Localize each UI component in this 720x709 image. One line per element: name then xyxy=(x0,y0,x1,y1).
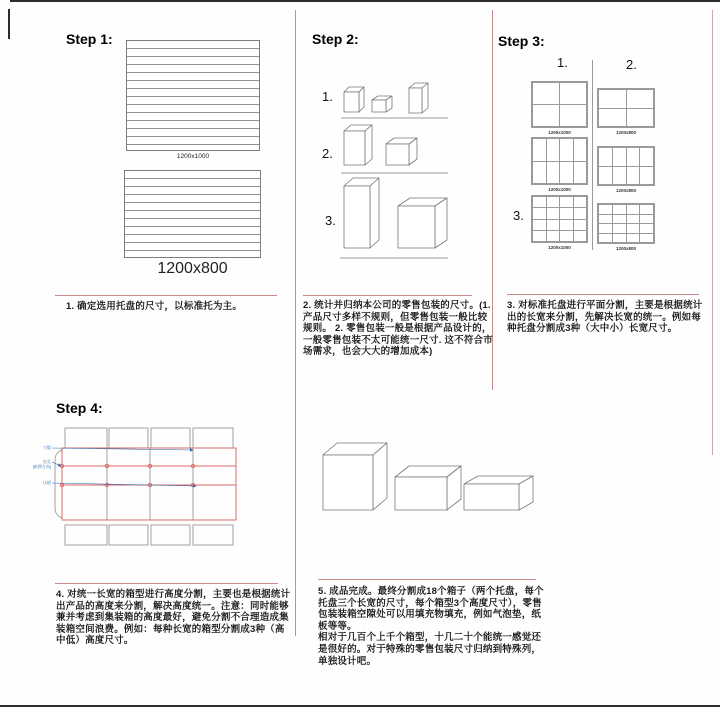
pallet-top-view-1200x1000 xyxy=(126,40,260,151)
pallet-top-view-1200x800 xyxy=(124,170,261,258)
step3-col2-number: 2. xyxy=(626,57,637,72)
step2-row1-number: 1. xyxy=(322,89,333,104)
dieline-annotations xyxy=(33,444,196,486)
pallet2-size-label: 1200x800 xyxy=(157,260,228,277)
bottom-border-line xyxy=(0,705,720,707)
pallet-split-grid-4x2-1200x800 xyxy=(597,146,655,186)
final-boxes-illustration xyxy=(300,430,545,520)
step5-caption-paragraph1: 5. 成品完成。最终分割成18个箱子（两个托盘，每个托盘三个长宽的尺寸，每个箱型3个高度尺寸），零售包装装箱空隙处可以用填充物填充，例如气泡垫，纸板等等。 xyxy=(318,586,544,632)
grid4-size-label: 1200x800 xyxy=(615,130,637,135)
step2-title: Step 2: xyxy=(312,31,359,47)
step4-caption-rule xyxy=(55,583,278,584)
pallet-split-grid-4x4-1200x1000 xyxy=(531,195,588,243)
top-border-line xyxy=(10,0,720,2)
step3-title: Step 3: xyxy=(498,33,545,49)
step4-caption: 4. 对统一长宽的箱型进行高度分割，主要也是根据统计出产品的高度来分割，解决高度统一。注意：同时能够兼并考虑到集装箱的高度最好，避免分割不合理造成集装箱空间浪费。例如：每种长宽的箱型分割成3种（高中低）高度尺寸。 xyxy=(56,589,291,647)
pallet-split-grid-4x4-1200x800 xyxy=(597,203,655,244)
step1-caption: 1. 确定选用托盘的尺寸，以标准托为主。 xyxy=(66,301,243,312)
pallet1-size-label: 1200x1000 xyxy=(176,153,210,160)
right-edge-line xyxy=(712,10,713,455)
annotation-arrow-2 xyxy=(52,462,61,466)
grid5-size-label: 1200x800 xyxy=(615,188,637,193)
pallet-split-grid-2x2-1200x1000 xyxy=(531,81,588,128)
grid2-size-label: 1200x1000 xyxy=(548,187,571,192)
step2-caption-rule xyxy=(303,295,472,296)
step3-col1-number: 1. xyxy=(557,55,568,70)
annotation-cut-line-label: 刀版 xyxy=(43,445,51,450)
step3-row3-number: 3. xyxy=(513,208,524,223)
step5-caption xyxy=(318,586,548,667)
step3-caption: 3. 对标准托盘进行平面分割，主要是根据统计出的长宽来分割，先解决长宽的统一。例如每种托盘分割成3种（大中小）长宽尺寸。 xyxy=(507,300,703,335)
step2-row2-number: 2. xyxy=(322,146,333,161)
box-small-cube xyxy=(372,96,392,112)
grid6-size-label: 1200x800 xyxy=(615,246,637,251)
step3-caption-rule xyxy=(507,294,699,295)
box-small-tall-2 xyxy=(409,83,428,113)
step1-caption-rule xyxy=(55,295,277,296)
carton-body xyxy=(55,448,236,520)
left-edge-tick xyxy=(8,9,10,39)
annotation-punch-sub-label: [纸楞方向] xyxy=(32,464,51,469)
step4-title: Step 4: xyxy=(56,400,103,416)
final-box-flat xyxy=(464,476,533,510)
annotation-arrow-3 xyxy=(52,483,196,486)
top-flaps xyxy=(65,428,233,448)
bottom-flaps xyxy=(65,525,233,545)
column-divider-1 xyxy=(295,10,296,636)
box-medium-cube xyxy=(386,138,417,165)
pallet-split-grid-4x2-1200x1000 xyxy=(531,137,588,185)
grid3-size-label: 1200x1000 xyxy=(548,245,571,250)
annotation-punch-label: 打孔 xyxy=(43,459,51,464)
carton-dieline-diagram xyxy=(30,420,290,570)
box-medium-tall xyxy=(344,125,372,165)
pallet-split-grid-2x2-1200x800 xyxy=(597,88,655,128)
step2-packages-illustration xyxy=(300,55,495,270)
final-box-medium xyxy=(395,466,461,510)
box-large-tall xyxy=(344,178,379,248)
step3-column-divider xyxy=(592,60,593,250)
step2-row3-number: 3. xyxy=(325,213,336,228)
step5-caption-paragraph2: 相对于几百个上千个箱型，十几二十个能统一感觉还是很好的。对于特殊的零售包装尺寸归纳到特殊列，单独设计吧。 xyxy=(318,632,542,667)
step2-caption: 2. 统计并归纳本公司的零售包装的尺寸。(1. 产品尺寸多样不规则，但零售包装一般比较规则。 2. 零售包装一般是根据产品设计的，一般零售包装不太可能统一尺寸. 这不符合市场需求，也会大大的增加成本) xyxy=(303,300,493,358)
annotation-crease-label: 压痕 xyxy=(43,480,51,485)
step1-title: Step 1: xyxy=(66,31,113,47)
box-large-cube xyxy=(398,198,447,248)
final-box-tall xyxy=(323,443,387,510)
step5-caption-rule xyxy=(318,579,536,580)
grid1-size-label: 1200x1000 xyxy=(548,130,571,135)
box-small-tall xyxy=(344,87,364,112)
